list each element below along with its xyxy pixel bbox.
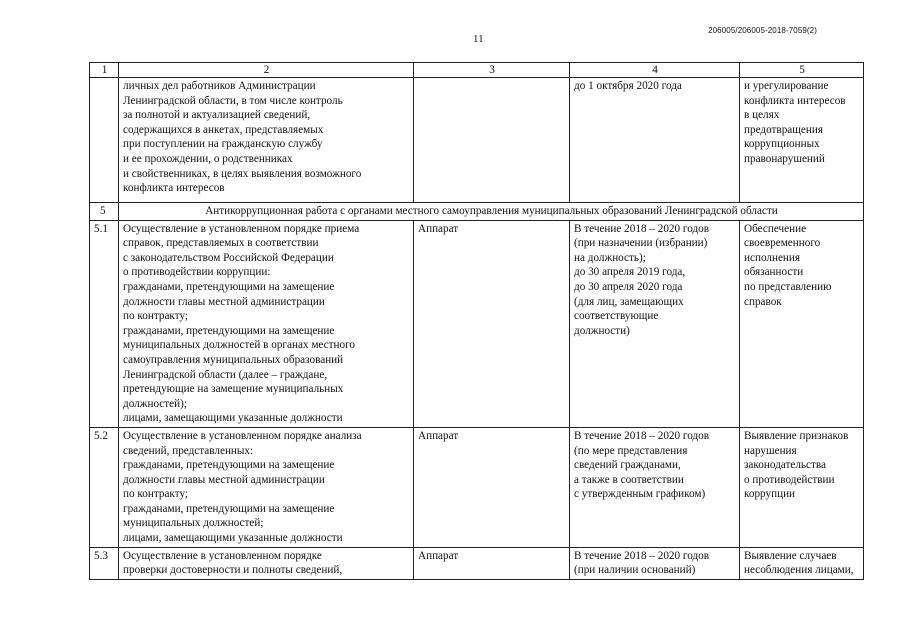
column-number: 3 bbox=[414, 63, 570, 78]
document-reference: 206005/206005-2018-7059(2) bbox=[708, 26, 817, 35]
column-number-row bbox=[90, 63, 864, 78]
deadline-cell: В течение 2018 – 2020 годов (по мере представления сведений гражданами, а также в соответствии с утвержденным графиком) bbox=[570, 427, 740, 547]
column-number: 1 bbox=[90, 63, 119, 78]
page-number: 11 bbox=[473, 33, 484, 45]
executor-cell: Аппарат bbox=[414, 220, 570, 427]
column-number: 5 bbox=[740, 63, 864, 78]
column-number: 4 bbox=[570, 63, 740, 78]
measure-cell: Осуществление в установленном порядке приема справок, представляемых в соответствии с законодательством Российской Федерации о противодействии коррупции: гражданами, претендующими на замещение должности главы местной администрации по контракту; гражданами, претендующими на замещение муниципальных должностей в органах местного самоуправления муниципальных образований Ленинградской области (далее – граждане, претендующие на замещение муниципальных должностей); лицами, замещающими указанные должности bbox=[119, 220, 414, 427]
table-row bbox=[90, 427, 864, 547]
row-number: 5.2 bbox=[90, 427, 119, 547]
measure-cell: личных дел работников Администрации Ленинградской области, в том числе контроль за полнотой и актуализацией сведений, содержащихся в анкетах, представляемых при поступлении на гражданскую службу и ее прохождении, о родственниках и свойственниках, в целях выявления возможного конфликта интересов bbox=[119, 78, 414, 203]
result-cell: и урегулирование конфликта интересов в целях предотвращения коррупционных правонарушений bbox=[740, 78, 864, 203]
section-title: Антикоррупционная работа с органами местного самоуправления муниципальных образований Ленинградской области bbox=[119, 203, 864, 221]
executor-cell bbox=[414, 78, 570, 203]
result-cell: Выявление признаков нарушения законодательства о противодействии коррупции bbox=[740, 427, 864, 547]
measure-cell: Осуществление в установленном порядке анализа сведений, представленных: гражданами, претендующими на замещение должности главы местной администрации по контракту; гражданами, претендующими на замещение муниципальных должностей; лицами, замещающими указанные должности bbox=[119, 427, 414, 547]
anticorruption-plan-table bbox=[89, 62, 864, 580]
section-number: 5 bbox=[90, 203, 119, 221]
executor-cell: Аппарат bbox=[414, 547, 570, 579]
deadline-cell: В течение 2018 – 2020 годов (при назначении (избрании) на должность); до 30 апреля 2019 года, до 30 апреля 2020 года (для лиц, замещающих соответствующие должности) bbox=[570, 220, 740, 427]
row-number: 5.1 bbox=[90, 220, 119, 427]
result-cell: Обеспечение своевременного исполнения обязанности по представлению справок bbox=[740, 220, 864, 427]
table-row bbox=[90, 547, 864, 579]
row-number bbox=[90, 78, 119, 203]
executor-cell: Аппарат bbox=[414, 427, 570, 547]
table-row bbox=[90, 78, 864, 203]
result-cell: Выявление случаев несоблюдения лицами, bbox=[740, 547, 864, 579]
row-number: 5.3 bbox=[90, 547, 119, 579]
section-row bbox=[90, 203, 864, 221]
column-number: 2 bbox=[119, 63, 414, 78]
measure-cell: Осуществление в установленном порядке проверки достоверности и полноты сведений, bbox=[119, 547, 414, 579]
deadline-cell: до 1 октября 2020 года bbox=[570, 78, 740, 203]
table-row bbox=[90, 220, 864, 427]
deadline-cell: В течение 2018 – 2020 годов (при наличии оснований) bbox=[570, 547, 740, 579]
